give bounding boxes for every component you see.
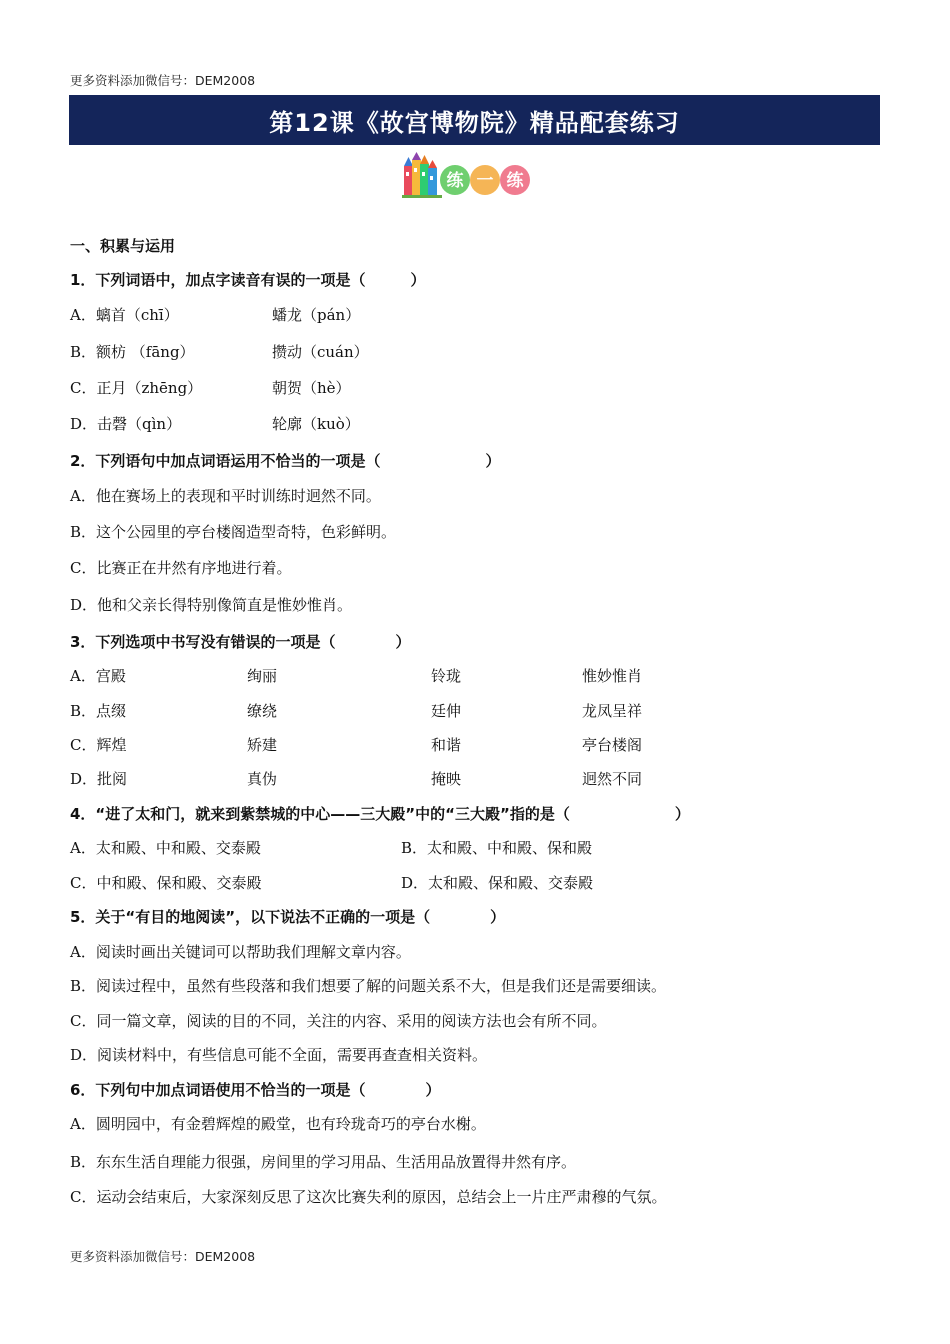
q2-option-b: B．这个公园里的亭台楼阁造型奇特，色彩鲜明。 — [70, 523, 397, 541]
q1-option-a-2: 蟠龙（pán） — [272, 306, 361, 324]
q3-b-2: 缭绕 — [247, 702, 278, 720]
q4-option-b: B．太和殿、中和殿、保和殿 — [401, 839, 593, 857]
q5-option-a: A．阅读时画出关键词可以帮助我们理解文章内容。 — [70, 943, 411, 961]
q3-a-3: 铃珑 — [431, 667, 462, 685]
question-6-stem: 6．下列句中加点词语使用不恰当的一项是（ ） — [70, 1081, 441, 1099]
q2-option-c: C．比赛正在井然有序地进行着。 — [70, 559, 292, 577]
q1-option-d: D．击磬（qìn） — [70, 415, 182, 433]
q1-option-c: C．正月（zhēng） — [70, 379, 203, 397]
q1-option-a: A．螭首（chī） — [70, 306, 179, 324]
q6-option-b: B．东东生活自理能力很强，房间里的学习用品、生活用品放置得井然有序。 — [70, 1153, 577, 1171]
header-note: 更多资料添加微信号：DEM2008 — [70, 73, 256, 88]
q3-d-2: 真伪 — [247, 770, 278, 788]
q3-b-3: 廷伸 — [431, 702, 462, 720]
q6-option-c: C．运动会结束后，大家深刻反思了这次比赛失利的原因，总结会上一片庄严肃穆的气氛。 — [70, 1188, 667, 1206]
q3-c-4: 亭台楼阁 — [582, 736, 643, 754]
q2-option-d: D．他和父亲长得特别像简直是惟妙惟肖。 — [70, 596, 353, 614]
footer-note: 更多资料添加微信号：DEM2008 — [70, 1249, 256, 1264]
question-4-stem: 4．“进了太和门，就来到紫禁城的中心——三大殿”中的“三大殿”指的是（ ） — [70, 805, 690, 823]
q5-option-d: D．阅读材料中，有些信息可能不全面，需要再查查相关资料。 — [70, 1046, 488, 1064]
badge-char-3: 练 — [506, 171, 524, 191]
section-heading: 一、积累与运用 — [70, 237, 176, 255]
question-5-stem: 5．关于“有目的地阅读”，以下说法不正确的一项是（ ） — [70, 908, 506, 926]
q4-option-d: D．太和殿、保和殿、交泰殿 — [401, 874, 594, 892]
badge-char-1: 练 — [446, 171, 464, 191]
q1-option-b-2: 攒动（cuán） — [272, 343, 369, 361]
q3-b-4: 龙凤呈祥 — [582, 702, 643, 720]
q3-d-3: 掩映 — [431, 770, 462, 788]
q4-option-a: A．太和殿、中和殿、交泰殿 — [70, 839, 261, 857]
school-building-icon — [402, 152, 442, 198]
q4-option-c: C．中和殿、保和殿、交泰殿 — [70, 874, 262, 892]
q3-b-1: B．点缀 — [70, 702, 127, 720]
q1-option-d-2: 轮廓（kuò） — [272, 415, 360, 433]
q1-option-b: B．额枋 （fāng） — [70, 343, 195, 361]
q6-option-a: A．圆明园中，有金碧辉煌的殿堂，也有玲珑奇巧的亭台水榭。 — [70, 1115, 486, 1133]
q3-a-1: A．宫殿 — [70, 667, 126, 685]
q3-d-4: 迥然不同 — [582, 770, 643, 788]
q1-option-c-2: 朝贺（hè） — [272, 379, 351, 397]
q5-option-b: B．阅读过程中，虽然有些段落和我们想要了解的问题关系不大，但是我们还是需要细读。 — [70, 977, 667, 995]
q3-a-4: 惟妙惟肖 — [582, 667, 643, 685]
badge-char-2: 一 — [476, 171, 494, 191]
question-2-stem: 2．下列语句中加点词语运用不恰当的一项是（ ） — [70, 452, 501, 470]
q3-a-2: 绚丽 — [247, 667, 278, 685]
q2-option-a: A．他在赛场上的表现和平时训练时迥然不同。 — [70, 487, 381, 505]
q3-c-1: C．辉煌 — [70, 736, 127, 754]
q3-d-1: D．批阅 — [70, 770, 128, 788]
question-1-stem: 1．下列词语中，加点字读音有误的一项是（ ） — [70, 271, 426, 289]
q5-option-c: C．同一篇文章，阅读的目的不同，关注的内容、采用的阅读方法也会有所不同。 — [70, 1012, 607, 1030]
question-3-stem: 3．下列选项中书写没有错误的一项是（ ） — [70, 633, 411, 651]
q3-c-3: 和谐 — [431, 736, 462, 754]
q3-c-2: 矫建 — [247, 736, 278, 754]
practice-badge — [402, 152, 536, 200]
page-title: 第12课《故宫博物院》精品配套练习 — [69, 95, 880, 145]
